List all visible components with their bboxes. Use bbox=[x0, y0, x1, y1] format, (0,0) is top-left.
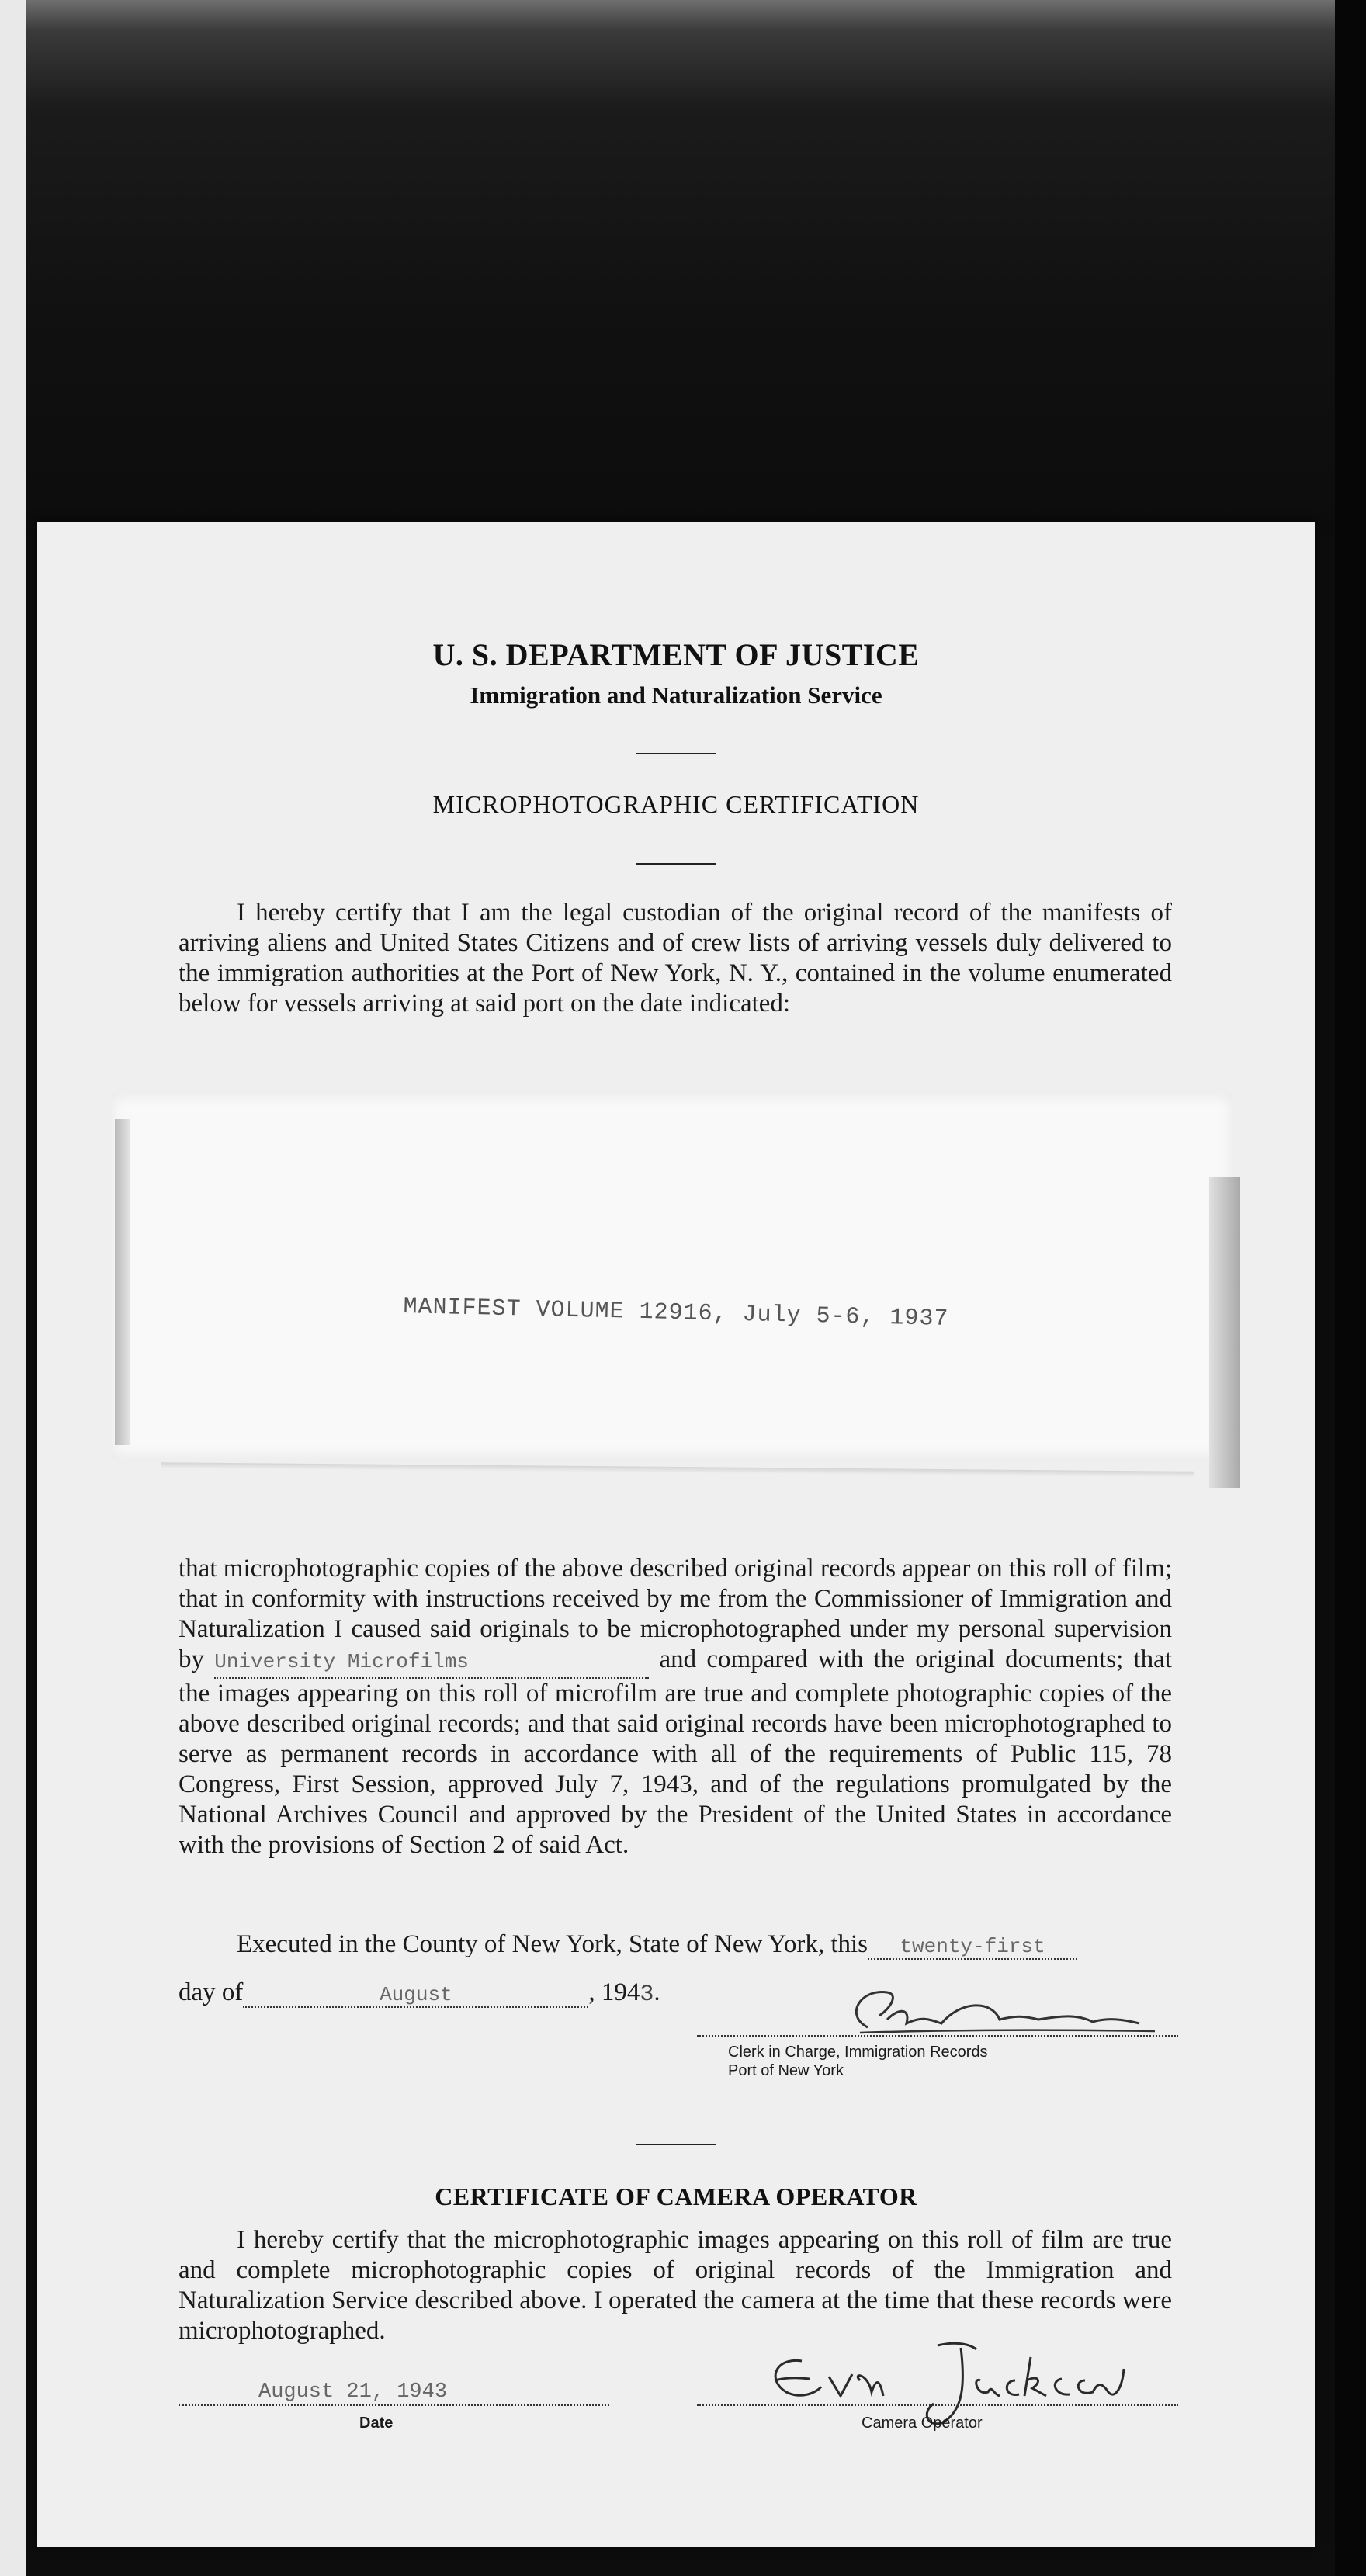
execution-day-field: twenty-first bbox=[868, 1935, 1077, 1960]
clerk-title bbox=[728, 2043, 988, 2080]
film-top-margin bbox=[0, 0, 1366, 536]
insert-shadow-bottom bbox=[161, 1462, 1194, 1478]
department-heading: U. S. DEPARTMENT OF JUSTICE bbox=[432, 637, 920, 672]
film-right-edge bbox=[1335, 0, 1366, 2576]
certification-title: MICROPHOTOGRAPHIC CERTIFICATION bbox=[432, 790, 920, 818]
intro-paragraph: I hereby certify that I am the legal custodian of the original record of the manifests of arriving aliens and United States Citizens and of crew lists of arriving vessels duly delivered to the immigration authorities at the Port of New York, N. Y., contained in the volume enumerated below for vessels arriving at said port on the date indicated: bbox=[179, 899, 1172, 1018]
operator-label: Camera Operator bbox=[862, 2415, 983, 2432]
year-digit: 3 bbox=[640, 1981, 654, 2008]
insert-shadow-left bbox=[115, 1119, 130, 1445]
divider-rule bbox=[636, 2144, 716, 2145]
body-paragraph bbox=[179, 1554, 1172, 1860]
body-text-part2: and compared with the original documents; that the images appearing on this roll of microfilm are true and complete photographic copies of the above described original records; and that said original records have been microphotographed to serve as permanent records in accordance with all of the requirements of Public 115, 78 Congress, First Session, approved July 7, 1943, and of the regulations promulgated by the National Archives Council and approved by the President of the United States in accordance with the provisions of Section 2 of said Act. bbox=[179, 1645, 1172, 1859]
divider-rule bbox=[636, 753, 716, 754]
execution-line bbox=[237, 1930, 1077, 1960]
manifest-insert-card bbox=[111, 1094, 1233, 1458]
camera-certificate-title: CERTIFICATE OF CAMERA OPERATOR bbox=[435, 2182, 917, 2210]
execution-text: Executed in the County of New York, State of New York, this bbox=[237, 1930, 868, 1958]
camera-paragraph: I hereby certify that the microphotographic images appearing on this roll of film are true and complete microphotographic copies of original records of the Immigration and Naturalization Service described above. I operated the camera at the time that these records were microphotographed. bbox=[179, 2226, 1172, 2345]
year-suffix: . bbox=[654, 1978, 660, 2006]
manifest-volume-entry: MANIFEST VOLUME 12916, July 5-6, 1937 bbox=[403, 1294, 949, 1333]
film-left-edge bbox=[0, 0, 26, 2576]
execution-month-field: August bbox=[243, 1983, 588, 2008]
date-line bbox=[179, 2404, 609, 2406]
camera-date-value: August 21, 1943 bbox=[258, 2380, 448, 2404]
operator-signature-line bbox=[697, 2404, 1178, 2406]
body-text-part1: that microphotographic copies of the above described original records appear on this roll of film; that in conformity with instructions received by me from the Commissioner of Immigration and Naturalization I caused said originals to be microphotographed under my personal supervision by bbox=[179, 1555, 1172, 1673]
clerk-signature-line bbox=[697, 2035, 1178, 2037]
clerk-title-line2: Port of New York bbox=[728, 2062, 844, 2079]
supervisor-field: University Microfilms bbox=[214, 1647, 649, 1679]
clerk-signature bbox=[813, 1985, 1178, 2047]
date-label: Date bbox=[359, 2415, 394, 2432]
certificate-page bbox=[37, 522, 1315, 2547]
day-of-line bbox=[179, 1978, 660, 2008]
clerk-title-line1: Clerk in Charge, Immigration Records bbox=[728, 2044, 988, 2061]
day-of-label: day of bbox=[179, 1978, 244, 2006]
service-heading: Immigration and Naturalization Service bbox=[470, 681, 882, 709]
divider-rule bbox=[636, 863, 716, 865]
year-prefix: , 194 bbox=[588, 1978, 640, 2006]
